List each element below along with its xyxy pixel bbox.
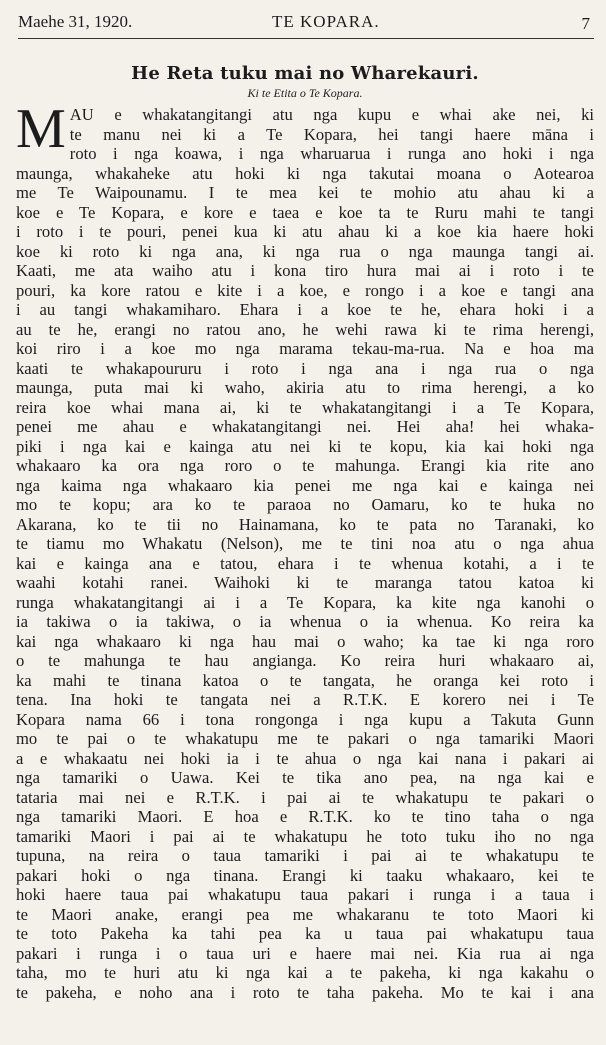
article-line: i au tangi whakamiharo. Ehara i a koe te he, ehara hoki i a <box>16 300 594 319</box>
article-line: te manu nei ki a Te Kopara, hei tangi haere māna i <box>69 124 594 144</box>
article-line: me Te Waipounamu. I te mea kei te mohio atu ahau ki a <box>16 183 594 202</box>
article-line: o te mahunga te hau angianga. Ko reira huri whakaaro ai, <box>16 651 594 670</box>
article-line: pakari hoki o nga tinana. Erangi ki taaku whakaaro, kei te <box>16 865 594 885</box>
article-line: nga tamariki Maori. E hoa e R.T.K. ko te tino taha o nga <box>16 807 594 826</box>
article-line: mo te pai o te whakatupu me te pakari o nga tamariki Maori <box>16 729 594 748</box>
article-line: nga kaima nga whakaaro kia penei me nga kai e kainga nei <box>16 475 594 495</box>
drop-cap: M <box>16 98 66 160</box>
article-line: mo te kopu; ara ko te paraoa no Oamaru, ko te huka no <box>16 495 594 514</box>
article-line: whakaaro ka ora nga roro o te mahunga. Erangi kia rite ano <box>16 456 594 475</box>
article-line: runga whakatangitangi ai i a Te Kopara, ka kite nga kanohi o <box>16 592 594 612</box>
page-number: 7 <box>581 14 590 33</box>
article-line: waahi kotahi ranei. Waihoki ki te maranga tatou katoa ki <box>16 573 594 592</box>
article-line: tamariki Maori i pai ai te whakatupu he toto tuku iho no nga <box>16 826 594 846</box>
article-line: a e whakaatu nei hoki ia i te ahua o nga kai nana i pakari ai <box>16 748 594 768</box>
article-line: hoki haere taua pai whakatupu taua pakari i runga i a taua i <box>16 885 594 904</box>
article-line: nga tamariki o Uawa. Kei te tika ano pea, na nga kai e <box>16 768 594 787</box>
article-line: kai e kainga ana e tatou, ehara i te whenua kotahi, a i te <box>16 553 594 573</box>
article-line: koe ki roto ki nga ana, ki nga rua o nga maunga tangi ai. <box>16 241 594 261</box>
article-line: tupuna, na reira o taua tamariki i pai ai te whakatupu te <box>16 846 594 865</box>
article-line: reira koe whai mana ai, ki te whakatangitangi i a Te Kopara, <box>16 397 594 417</box>
article-line: koe e Te Kopara, e kore e taea e koe ta te Ruru mahi te tangi <box>16 202 594 222</box>
article-line: tataria mai nei e R.T.K. i pai ai te whakatupu te pakari o <box>16 787 594 807</box>
article-line: ia takiwa o ia takiwa, o ia whenua o ia whenua. Ko reira ka <box>16 612 594 631</box>
article-line: te Maori anake, erangi pea me whakaranu te toto Maori ki <box>16 904 594 924</box>
article-line: penei me ahau e whakatangitangi nei. Hei aha! hei whaka- <box>16 417 594 436</box>
article-line: ka mahi te tinana katoa o te tangata, he oranga kei roto i <box>16 670 594 690</box>
running-header <box>16 0 594 40</box>
article-line: pouri, ka kore ratou e kite i a koe, e rongo i a koe e tangi ana <box>16 280 594 300</box>
article-line: te pakeha, e noho ana i roto te taha pakeha. Mo te kai i ana <box>16 982 594 1002</box>
issue-date: Maehe 31, 1920. <box>18 12 133 31</box>
article-line: AU e whakatangitangi atu nga kupu e whai ake nei, ki <box>69 105 594 124</box>
article-line: i roto i te pouri, penei kua ki atu ahau ki a koe kia haere hoki <box>16 222 594 241</box>
article-line: Akarana, ko te tii no Hainamana, ko te pata no Taranaki, ko <box>16 514 594 534</box>
article-line: pakari i runga i o taua uri e haere mai nei. Kia rua ai nga <box>16 943 594 963</box>
article-subhead: Ki te Etita o Te Kopara. <box>247 86 363 100</box>
article-line: Kaati, me ata waiho atu i kona tiro hura mai ai i roto i te <box>16 261 594 280</box>
article-line: roto i nga koawa, i nga wharuarua i runga ano hoki i nga <box>69 144 594 163</box>
article-line: koi riro i a koe mo nga marama tekau-ma-rua. Na e hoa ma <box>16 339 594 358</box>
article-line: kai nga whakaaro ki nga hau mai o waho; ka tae ki nga roro <box>16 631 594 651</box>
article-body <box>16 98 594 1002</box>
article-line: tena. Ina hoki te tangata nei a R.T.K. E korero nei i Te <box>16 690 594 709</box>
article-line: Kopara nama 66 i tona rongonga i nga kupu a Takuta Gunn <box>16 709 594 729</box>
article-headline: He Reta tuku mai no Wharekauri. <box>131 63 479 84</box>
article-line: kaati te whakapoururu i roto i nga ana i nga rua o nga <box>16 358 594 378</box>
article-line: taha, mo te huri atu ki nga kai a te pakeha, ki nga kakahu o <box>16 963 594 982</box>
article-line: te toto Pakeha ka tahi pea ka u taua pai whakatupu taua <box>16 924 594 943</box>
header-rule <box>18 38 594 39</box>
article-line: piki i nga kai e kainga atu nei ki te kopu, kia kai hoki nga <box>16 436 594 456</box>
article-line: maunga, puta mai ki waho, akiria atu to rima herengi, a ko <box>16 378 594 397</box>
publication-title: TE KOPARA. <box>272 12 380 31</box>
article-line: maunga, whakaheke atu hoki ki nga takutai moana o Aotearoa <box>16 163 594 183</box>
article-line: te tiamu mo Whakatu (Nelson), me te tini noa atu o nga ahua <box>16 534 594 553</box>
article-line: au te he, erangi no ratou ano, he wehi rawa ki te rima herengi, <box>16 319 594 339</box>
